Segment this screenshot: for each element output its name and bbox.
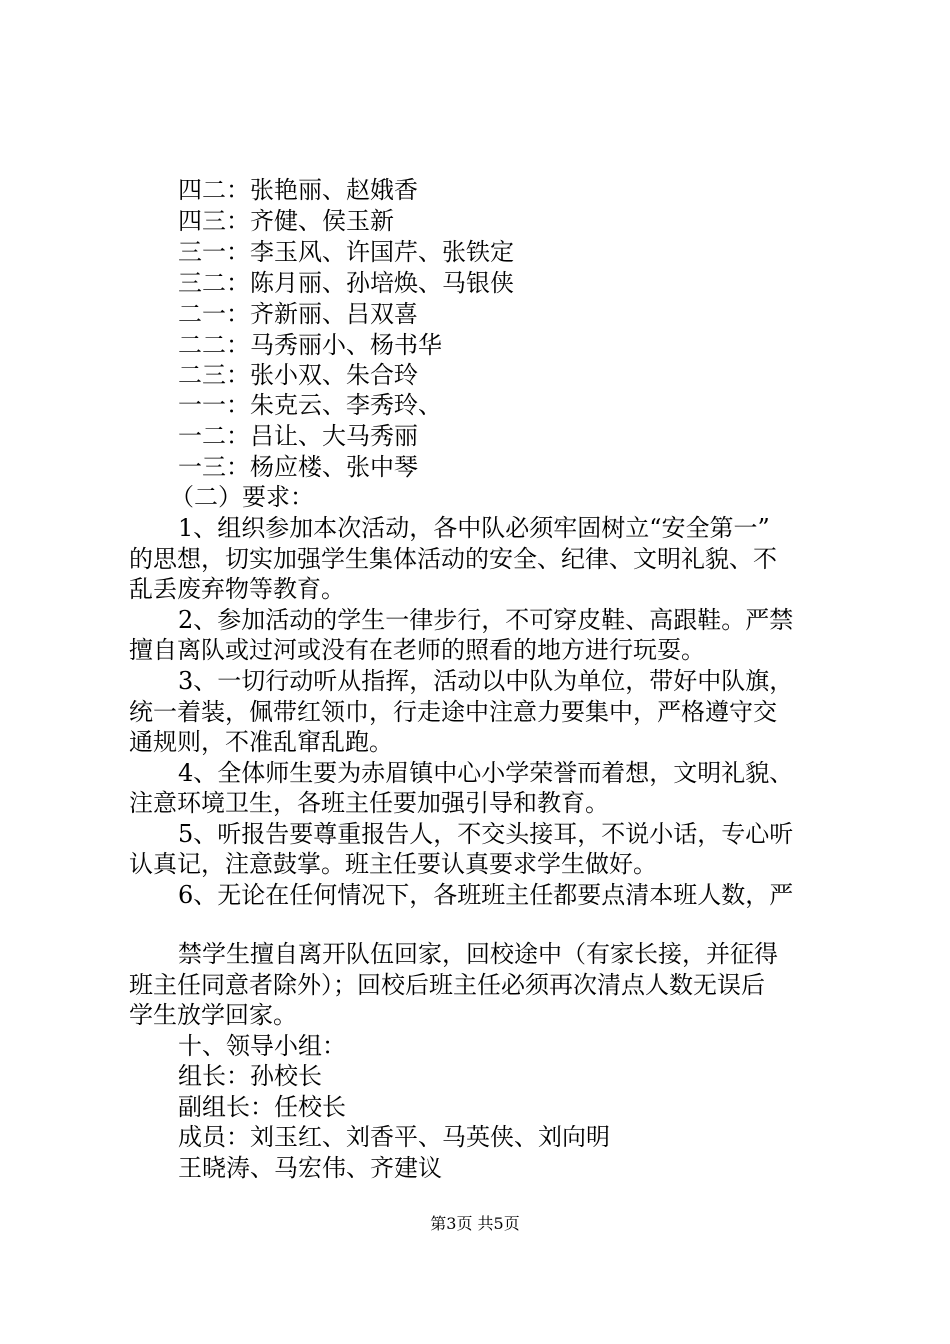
text-line: 二三：张小双、朱合玲 bbox=[178, 361, 418, 389]
text-line: 四三：齐健、侯玉新 bbox=[178, 207, 394, 235]
section-heading: （二）要求： bbox=[170, 483, 314, 511]
text-line: 二二：马秀丽小、杨书华 bbox=[178, 331, 442, 359]
text-line: 认真记，注意鼓掌。班主任要认真要求学生做好。 bbox=[129, 850, 657, 878]
text-line: 禁学生擅自离开队伍回家，回校途中（有家长接，并征得 bbox=[178, 940, 778, 968]
text-line: 三一：李玉风、许国芹、张铁定 bbox=[178, 238, 514, 266]
text-line: 统一着装，佩带红领巾，行走途中注意力要集中，严格遵守交 bbox=[129, 698, 777, 726]
section-heading: 十、领导小组： bbox=[178, 1032, 346, 1060]
text-line: 王晓涛、马宏伟、齐建议 bbox=[178, 1154, 442, 1182]
text-line: 副组长：任校长 bbox=[178, 1093, 346, 1121]
text-line: 4、全体师生要为赤眉镇中心小学荣誉而着想，文明礼貌、 bbox=[178, 759, 794, 787]
text-line: 1、组织参加本次活动，各中队必须牢固树立“安全第一” bbox=[178, 514, 770, 542]
text-line: 2、参加活动的学生一律步行，不可穿皮鞋、高跟鞋。严禁 bbox=[178, 606, 794, 634]
text-line: 一二：吕让、大马秀丽 bbox=[178, 422, 418, 450]
text-line: 注意环境卫生，各班主任要加强引导和教育。 bbox=[129, 789, 609, 817]
text-line: 二一：齐新丽、吕双喜 bbox=[178, 300, 418, 328]
text-line: 擅自离队或过河或没有在老师的照看的地方进行玩耍。 bbox=[129, 636, 705, 664]
text-line: 3、一切行动听从指挥，活动以中队为单位，带好中队旗， bbox=[178, 667, 794, 695]
text-line: 学生放学回家。 bbox=[129, 1001, 297, 1029]
page-number-footer: 第3页 共5页 bbox=[430, 1214, 520, 1233]
text-line: 成员：刘玉红、刘香平、马英侠、刘向明 bbox=[178, 1123, 610, 1151]
text-line: 四二：张艳丽、赵娥香 bbox=[178, 176, 418, 204]
text-line: 一一：朱克云、李秀玲、 bbox=[178, 391, 442, 419]
text-line: 通规则，不准乱窜乱跑。 bbox=[129, 728, 393, 756]
text-line: 班主任同意者除外）；回校后班主任必须再次清点人数无误后 bbox=[129, 971, 765, 999]
text-line: 的思想，切实加强学生集体活动的安全、纪律、文明礼貌、不 bbox=[129, 545, 777, 573]
text-line: 5、听报告要尊重报告人，不交头接耳，不说小话，专心听 bbox=[178, 820, 794, 848]
text-line: 一三：杨应楼、张中琴 bbox=[178, 453, 418, 481]
text-line: 三二：陈月丽、孙培焕、马银侠 bbox=[178, 269, 514, 297]
text-line: 乱丢废弃物等教育。 bbox=[129, 575, 345, 603]
text-line: 组长：孙校长 bbox=[178, 1062, 322, 1090]
text-line: 6、无论在任何情况下，各班班主任都要点清本班人数，严 bbox=[178, 881, 794, 909]
